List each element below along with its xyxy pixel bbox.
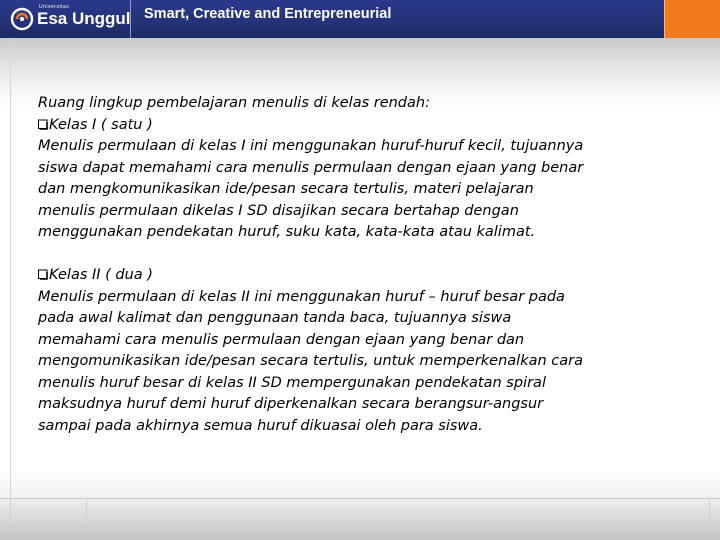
body-line: Menulis permulaan di kelas II ini menggunakan huruf – huruf besar pada [38,288,565,305]
header-bar [0,0,720,38]
body-line: menggunakan pendekatan huruf, suku kata, kata-kata atau kalimat. [38,224,536,240]
section-heading-text: Kelas II ( dua ) [49,267,153,283]
body-line: Menulis permulaan di kelas I ini menggunakan huruf-huruf kecil, tujuannya [38,138,584,154]
body-line: siswa dapat memahami cara menulis permulaan dengan ejaan yang benar [38,159,584,176]
intro-text: Ruang lingkup pembelajaran menulis di kelas rendah: [38,95,430,111]
frame-box-right [87,498,710,528]
section-heading-kelas-2 [38,265,688,287]
body-line: memahami cara menulis permulaan dengan ejaan yang benar dan [38,331,525,348]
body-line: menulis huruf besar di kelas II SD mempergunakan pendekatan spiral [38,374,546,391]
university-logo [10,4,131,31]
section-heading-text: Kelas I ( satu ) [49,116,153,133]
paragraph-gap [38,244,688,266]
esa-unggul-logo-icon [10,7,34,31]
header-accent-box [664,0,720,38]
body-line: sampai pada akhirnya semua huruf dikuasai oleh para siswa. [38,417,483,434]
frame-box-left [10,498,87,528]
logo-text [37,4,131,31]
checkbox-bullet-icon [38,116,48,127]
body-line: menulis permulaan dikelas I SD disajikan secara bertahap dengan [38,202,519,219]
logo-subtitle: Universitas [39,4,70,10]
body-line: mengomunikasikan ide/pesan secara tertulis, untuk memperkenalkan cara [38,353,583,369]
slide-content [38,93,688,437]
logo-name: Esa Unggul [37,9,131,28]
body-line: dan mengkomunikasikan ide/pesan secara tertulis, materi pelajaran [38,181,534,197]
body-line: maksudnya huruf demi huruf diperkenalkan secara berangsur-angsur [38,396,544,412]
tagline: Smart, Creative and Entrepreneurial [144,6,392,22]
body-line: pada awal kalimat dan penggunaan tanda baca, tujuannya siswa [38,310,512,326]
section-heading-kelas-1 [38,115,688,137]
frame-line-left [10,38,11,528]
checkbox-bullet-icon [38,266,48,277]
